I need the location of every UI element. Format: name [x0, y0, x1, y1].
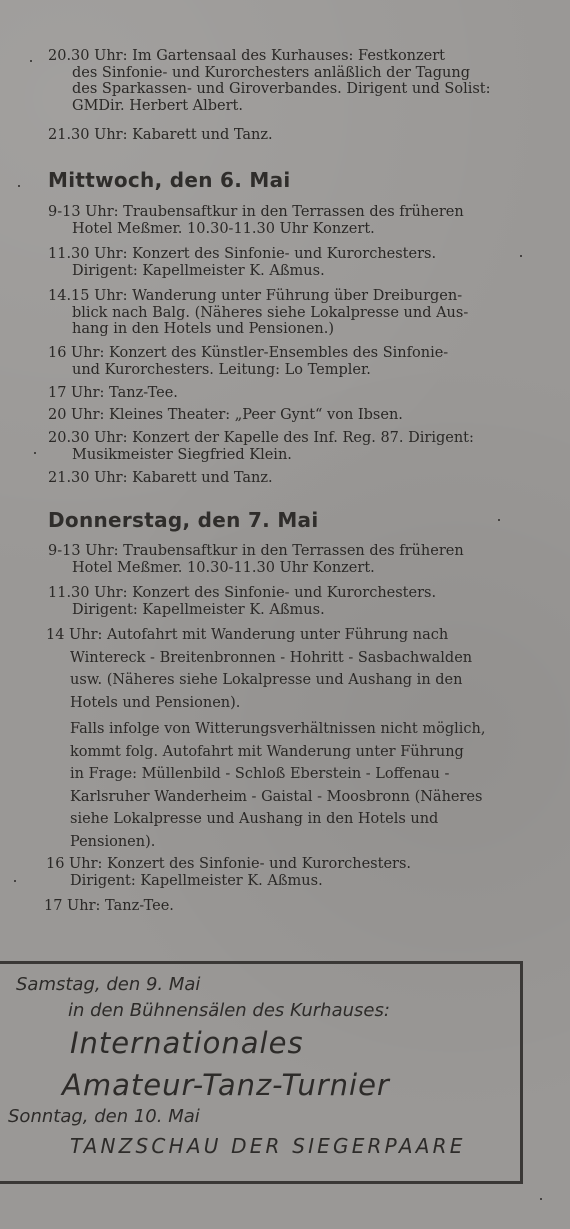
list-item: [48, 204, 534, 237]
entry-time: 21.30 Uhr: Kabarett und Tanz.: [48, 470, 273, 486]
list-item: [48, 430, 534, 463]
entry-autofahrt: [46, 624, 534, 714]
print-speck: [498, 519, 500, 521]
entry-alternative: [70, 718, 534, 853]
print-speck: [520, 255, 522, 257]
entry-time: 9-13 Uhr: Traubensaftkur in den Terrassen des früheren: [48, 543, 464, 559]
list-item: [48, 543, 534, 576]
entry-cont: blick nach Balg. (Näheres siehe Lokalpresse und Aus-: [72, 304, 469, 321]
para-line: kommt folg. Autofahrt mit Wanderung unter Führung: [70, 743, 464, 760]
list-item: [44, 898, 534, 915]
print-speck: [14, 880, 16, 882]
entry-time: 20 Uhr: Kleines Theater: „Peer Gynt“ von Ibsen.: [48, 407, 403, 423]
print-speck: [34, 452, 36, 454]
list-item: [48, 288, 534, 338]
entry-time: 21.30 Uhr: Kabarett und Tanz.: [48, 127, 273, 143]
print-speck: [30, 60, 32, 62]
box-date-saturday: Samstag, den 9. Mai: [16, 974, 201, 995]
entry-cont: Dirigent: Kapellmeister K. Aßmus.: [72, 262, 325, 279]
entry-cont: Hotel Meßmer. 10.30-11.30 Uhr Konzert.: [72, 559, 375, 576]
box-date-sunday: Sonntag, den 10. Mai: [8, 1106, 200, 1127]
list-item: [48, 246, 534, 279]
entry-festkonzert: [48, 48, 534, 114]
entry-time: 9-13 Uhr: Traubensaftkur in den Terrassen des früheren: [48, 204, 464, 220]
entry-cont: GMDir. Herbert Albert.: [72, 97, 243, 114]
list-item: [48, 385, 534, 402]
list-item: [46, 856, 534, 889]
box-venue: in den Bühnensälen des Kurhauses:: [68, 1000, 390, 1021]
entry-cont: Dirigent: Kapellmeister K. Aßmus.: [72, 601, 325, 618]
print-speck: [540, 1198, 542, 1200]
entry-cont: des Sinfonie- und Kurorchesters anläßlich der Tagung: [72, 64, 470, 81]
para-line: in Frage: Müllenbild - Schloß Eberstein - Loffenau -: [70, 766, 450, 782]
entry-time: 20.30 Uhr: Konzert der Kapelle des Inf. Reg. 87. Dirigent:: [48, 430, 474, 446]
para-line: Wintereck - Breitenbronnen - Hohritt - Sasbachwalden: [70, 649, 473, 666]
entry-cont: hang in den Hotels und Pensionen.): [72, 321, 335, 337]
para-line: usw. (Näheres siehe Lokalpresse und Aushang in den: [70, 672, 463, 688]
para-line: siehe Lokalpresse und Aushang in den Hotels und: [70, 811, 439, 827]
day-heading-thursday: Donnerstag, den 7. Mai: [48, 508, 319, 532]
para-line: Falls infolge von Witterungsverhältnissen nicht möglich,: [70, 721, 486, 737]
entry-cont: des Sparkassen- und Giroverbandes. Dirigent und Solist:: [72, 81, 491, 97]
entry-time: 11.30 Uhr: Konzert des Sinfonie- und Kurorchesters.: [48, 585, 437, 601]
entry-time: 11.30 Uhr: Konzert des Sinfonie- und Kurorchesters.: [48, 246, 437, 262]
entry-cont: Musikmeister Siegfried Klein.: [72, 446, 292, 463]
entry-time: 14.15 Uhr: Wanderung unter Führung über Dreiburgen-: [48, 288, 463, 304]
day-heading-wednesday: Mittwoch, den 6. Mai: [48, 168, 291, 192]
list-item: [48, 407, 534, 424]
para-line: 14 Uhr: Autofahrt mit Wanderung unter Führung nach: [46, 627, 449, 643]
para-line: Karlsruher Wanderheim - Gaistal - Moosbronn (Näheres: [70, 788, 483, 805]
entry-time: 16 Uhr: Konzert des Künstler-Ensembles des Sinfonie-: [48, 345, 449, 361]
box-title-line2: Amateur-Tanz-Turnier: [62, 1068, 390, 1102]
entry-kabarett: [48, 127, 534, 144]
box-subtitle: TANZSCHAU DER SIEGERPAARE: [70, 1134, 466, 1158]
box-title-line1: Internationales: [70, 1026, 304, 1060]
entry-time: 20.30 Uhr: Im Gartensaal des Kurhauses: Festkonzert: [48, 48, 446, 64]
entry-time: 17 Uhr: Tanz-Tee.: [48, 385, 178, 401]
entry-time: 16 Uhr: Konzert des Sinfonie- und Kurorchesters.: [46, 856, 412, 872]
entry-cont: Dirigent: Kapellmeister K. Aßmus.: [70, 872, 323, 889]
list-item: [48, 345, 534, 378]
para-line: Hotels und Pensionen).: [70, 694, 241, 711]
print-speck: [18, 185, 20, 187]
entry-cont: und Kurorchesters. Leitung: Lo Templer.: [72, 361, 371, 378]
list-item: [48, 585, 534, 618]
entry-time: 17 Uhr: Tanz-Tee.: [44, 898, 174, 914]
list-item: [48, 470, 534, 487]
entry-cont: Hotel Meßmer. 10.30-11.30 Uhr Konzert.: [72, 220, 375, 237]
para-line: Pensionen).: [70, 833, 156, 850]
